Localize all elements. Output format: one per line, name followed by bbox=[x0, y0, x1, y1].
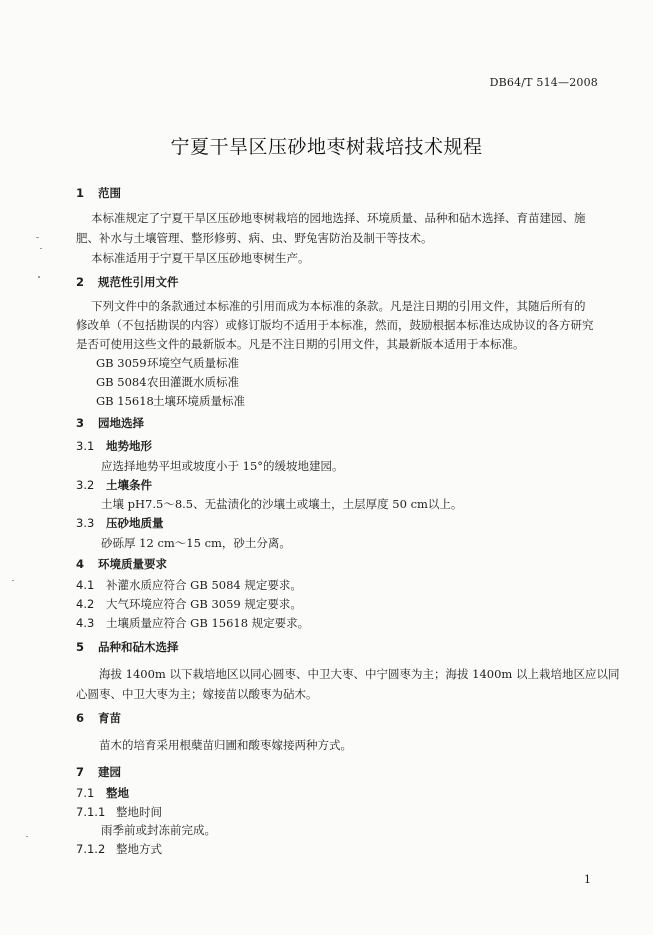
section-1-paragraph-line-1: 本标准规定了宁夏干旱区压砂地枣树栽培的园地选择、环境质量、品种和砧木选择、育苗建园、施 bbox=[91, 211, 586, 225]
subsection-number: 3.2 bbox=[76, 478, 95, 492]
reference-item bbox=[96, 375, 239, 389]
item-text: 大气环境应符合 GB 3059 规定要求。 bbox=[106, 597, 302, 611]
subsection-title: 土壤条件 bbox=[106, 478, 152, 492]
requirement-item bbox=[76, 597, 302, 611]
subsection-3-2-text: 土壤 pH7.5～8.5、无盐渍化的沙壤土或壤土，土层厚度 50 cm以上。 bbox=[101, 497, 463, 511]
document-title: 宁夏干旱区压砂地枣树栽培技术规程 bbox=[170, 136, 483, 158]
section-number: 3 bbox=[76, 416, 85, 430]
subsection-title: 地势地形 bbox=[106, 439, 152, 453]
item-number: 4.3 bbox=[76, 616, 95, 630]
section-number: 6 bbox=[76, 711, 85, 725]
subsection-number: 3.3 bbox=[76, 516, 95, 530]
scan-speck bbox=[40, 248, 42, 249]
section-4-heading bbox=[76, 557, 167, 571]
subsection-3-1-text: 应选择地势平坦或坡度小于 15°的缓坡地建园。 bbox=[101, 459, 344, 473]
subsection-number: 7.1 bbox=[76, 786, 95, 800]
section-title: 建园 bbox=[98, 765, 121, 779]
subsection-3-1-heading bbox=[76, 439, 152, 453]
section-1-heading bbox=[76, 186, 121, 200]
item-number: 4.2 bbox=[76, 597, 95, 611]
section-6-text: 苗木的培育采用根蘖苗归圃和酸枣嫁接两种方式。 bbox=[99, 738, 352, 752]
subsection-title: 整地时间 bbox=[116, 805, 162, 819]
requirement-item bbox=[76, 578, 302, 592]
subsection-title: 整地方式 bbox=[116, 842, 162, 856]
section-1-paragraph-2: 本标准适用于宁夏干旱区压砂地枣树生产。 bbox=[91, 251, 310, 265]
section-6-heading bbox=[76, 711, 121, 725]
section-title: 规范性引用文件 bbox=[98, 275, 179, 289]
item-text: 补灌水质应符合 GB 5084 规定要求。 bbox=[106, 578, 302, 592]
section-title: 育苗 bbox=[98, 711, 121, 725]
subsection-7-1-1-heading bbox=[76, 805, 162, 819]
subsection-3-3-heading bbox=[76, 516, 164, 530]
section-5-paragraph-line-1: 海拔 1400m 以下栽培地区以同心圆枣、中卫大枣、中宁圆枣为主；海拔 1400m 以上栽培地区应以同 bbox=[99, 667, 620, 681]
section-number: 7 bbox=[76, 765, 85, 779]
subsection-3-3-text: 砂砾厚 12 cm～15 cm，砂土分离。 bbox=[101, 536, 291, 550]
section-2-paragraph-line-1: 下列文件中的条款通过本标准的引用而成为本标准的条款。凡是注日期的引用文件，其随后所有的 bbox=[91, 299, 586, 313]
reference-code: GB 3059 bbox=[96, 356, 147, 370]
item-text: 土壤质量应符合 GB 15618 规定要求。 bbox=[106, 616, 310, 630]
section-number: 4 bbox=[76, 557, 85, 571]
section-number: 1 bbox=[76, 186, 85, 200]
section-title: 范围 bbox=[98, 186, 121, 200]
document-code: DB64/T 514—2008 bbox=[489, 76, 598, 89]
scan-speck bbox=[26, 836, 28, 837]
reference-item bbox=[96, 394, 245, 408]
section-number: 2 bbox=[76, 275, 85, 289]
scan-speck bbox=[12, 580, 14, 581]
section-2-heading bbox=[76, 275, 179, 289]
section-2-paragraph-line-2: 修改单（不包括勘误的内容）或修订版均不适用于本标准，然而，鼓励根据本标准达成协议的各方研究 bbox=[76, 318, 594, 332]
subsection-title: 整地 bbox=[106, 786, 129, 800]
section-title: 环境质量要求 bbox=[98, 557, 167, 571]
section-1-paragraph-line-2: 肥、补水与土壤管理、整形修剪、病、虫、野兔害防治及制干等技术。 bbox=[76, 231, 433, 245]
reference-item bbox=[96, 356, 239, 370]
subsection-3-2-heading bbox=[76, 478, 152, 492]
subsection-number: 7.1.2 bbox=[76, 842, 106, 856]
requirement-item bbox=[76, 616, 309, 630]
section-number: 5 bbox=[76, 640, 85, 654]
subsection-title: 压砂地质量 bbox=[106, 516, 164, 530]
section-title: 园地选择 bbox=[98, 416, 144, 430]
section-2-paragraph-line-3: 是否可使用这些文件的最新版本。凡是不注日期的引用文件，其最新版本适用于本标准。 bbox=[76, 337, 525, 351]
section-7-heading bbox=[76, 765, 121, 779]
section-5-paragraph-line-2: 心圆枣、中卫大枣为主；嫁接苗以酸枣为砧木。 bbox=[76, 687, 318, 701]
reference-name: 农田灌溉水质标准 bbox=[147, 375, 239, 389]
reference-name: 环境空气质量标准 bbox=[147, 356, 239, 370]
subsection-7-1-heading bbox=[76, 786, 129, 800]
scan-speck bbox=[36, 237, 39, 238]
subsection-number: 7.1.1 bbox=[76, 805, 106, 819]
reference-code: GB 15618 bbox=[96, 394, 154, 408]
page-number: 1 bbox=[584, 873, 591, 886]
subsection-7-1-1-text: 雨季前或封冻前完成。 bbox=[101, 823, 216, 837]
scan-speck bbox=[38, 276, 40, 278]
section-title: 品种和砧木选择 bbox=[98, 640, 179, 654]
reference-name: 土壤环境质量标准 bbox=[153, 394, 245, 408]
subsection-7-1-2-heading bbox=[76, 842, 162, 856]
subsection-number: 3.1 bbox=[76, 439, 95, 453]
item-number: 4.1 bbox=[76, 578, 95, 592]
reference-code: GB 5084 bbox=[96, 375, 147, 389]
section-3-heading bbox=[76, 416, 144, 430]
section-5-heading bbox=[76, 640, 179, 654]
